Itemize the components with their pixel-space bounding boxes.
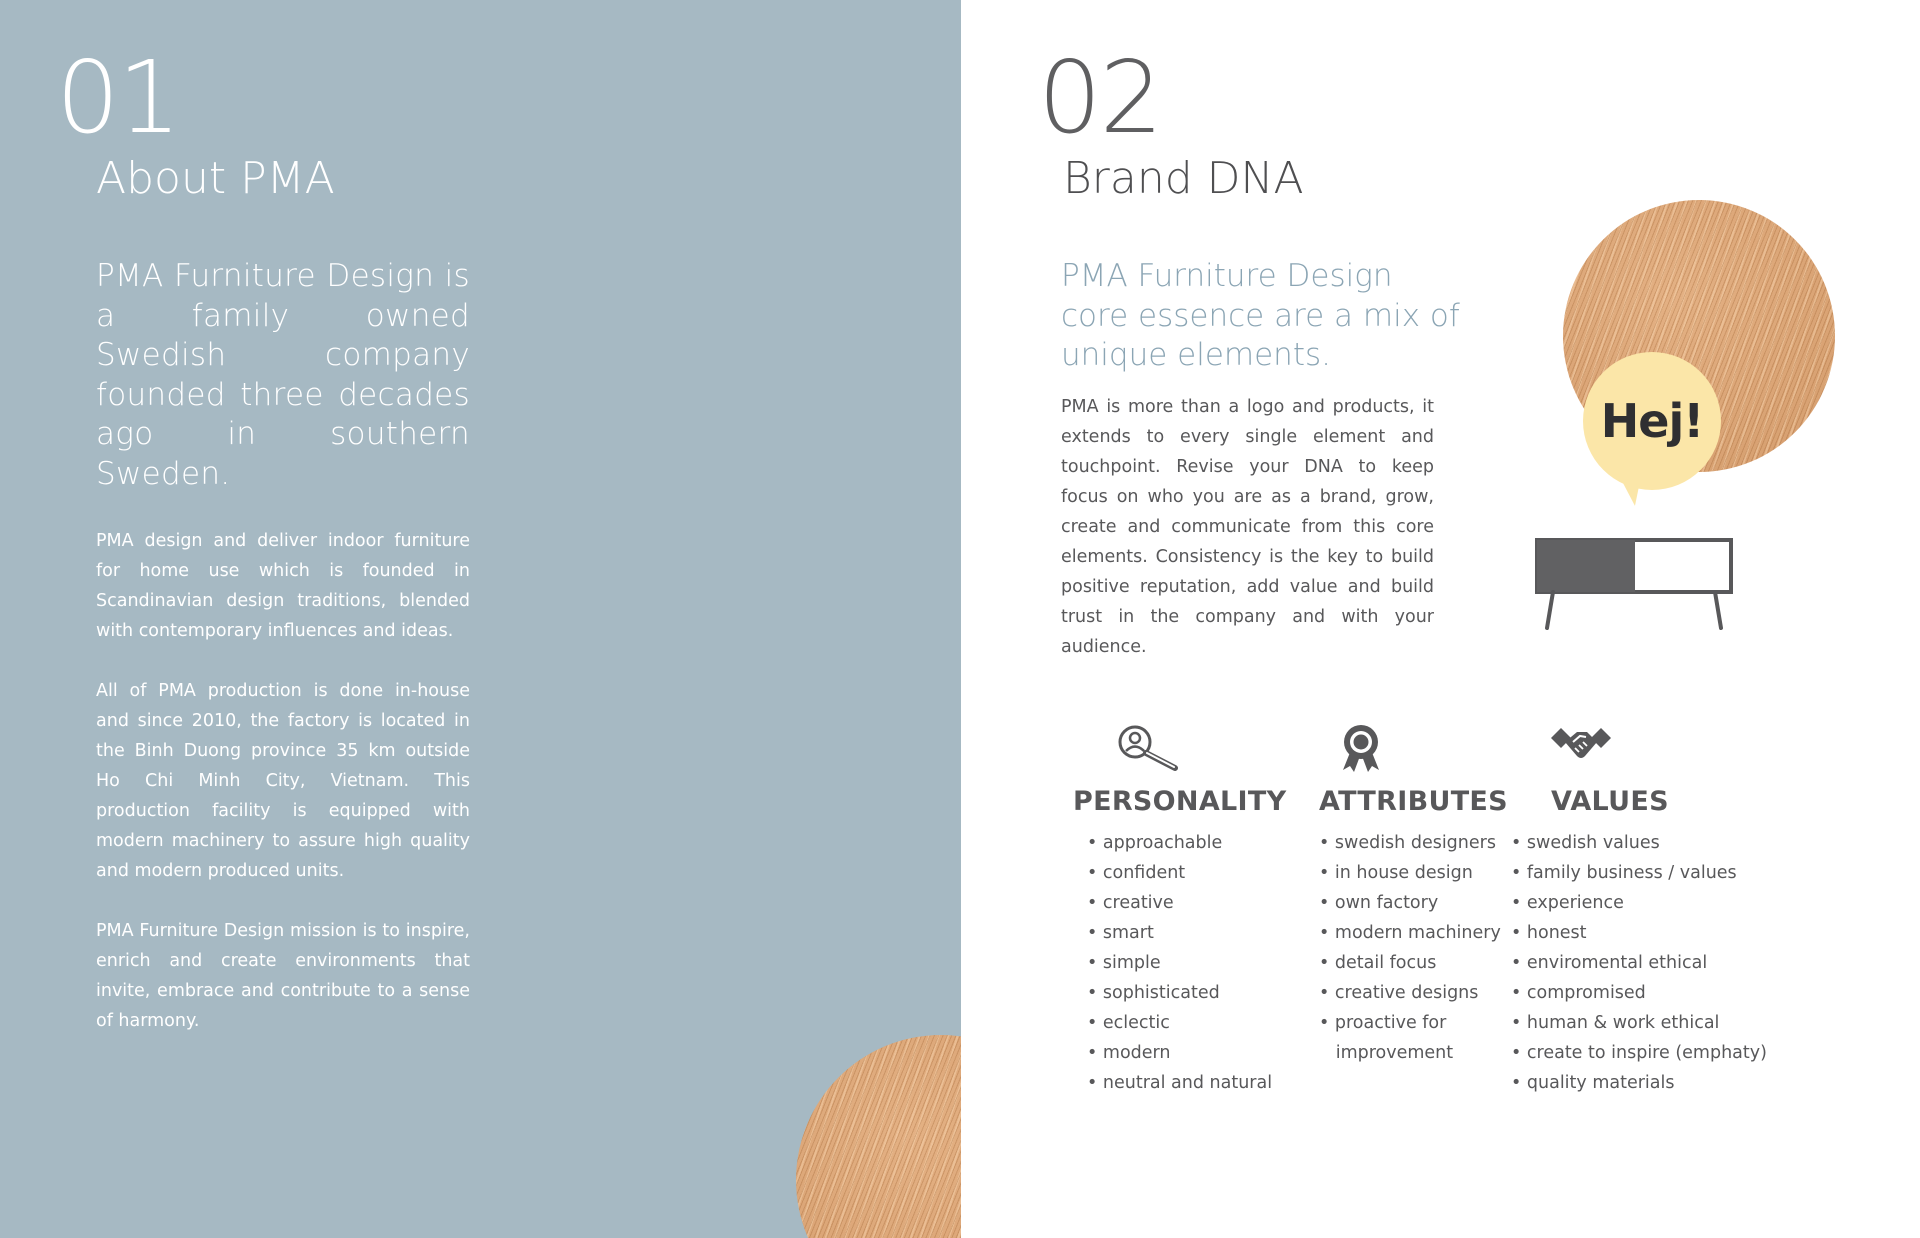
list-item: • approachable	[1087, 828, 1272, 858]
list-item: • human & work ethical	[1511, 1008, 1767, 1038]
list-item: • own factory	[1319, 888, 1501, 918]
paragraph: All of PMA production is done in-house and since 2010, the factory is located in the Binh Duong province 35 km outside Ho Chi Minh City, Vietnam. This production facility is equipped with modern machinery to assure high quality and modern produced units.	[96, 681, 470, 881]
list-item: • creative designs	[1319, 978, 1501, 1008]
handshake-icon	[1549, 720, 1613, 772]
list-item: • create to inspire (emphaty)	[1511, 1038, 1767, 1068]
section-number: 02	[1038, 39, 1162, 156]
speech-bubble-text: Hej!	[1600, 394, 1704, 448]
sideboard-icon	[1535, 536, 1735, 631]
list-item: • in house design	[1319, 858, 1501, 888]
list-item: • eclectic	[1087, 1008, 1272, 1038]
list-item: improvement	[1335, 1043, 1454, 1063]
lead-paragraph: PMA Furniture Design is a family owned Swedish company founded three decades ago in southern Sweden.	[96, 258, 470, 492]
list-item: • swedish values	[1511, 828, 1767, 858]
paragraph: PMA Furniture Design mission is to inspire, enrich and create environments that invite, embrace and contribute to a sense of harmony.	[96, 921, 470, 1031]
magnifier-person-icon	[1117, 720, 1181, 772]
list-item: • neutral and natural	[1087, 1068, 1272, 1098]
list-item: • family business / values	[1511, 858, 1767, 888]
list-item: • confident	[1087, 858, 1272, 888]
wood-circle-decoration	[796, 1035, 961, 1238]
column-heading: PERSONALITY	[1073, 786, 1287, 817]
list-item: • smart	[1087, 918, 1272, 948]
about-text-column	[96, 257, 470, 1066]
list-item: • sophisticated	[1087, 978, 1272, 1008]
list-item: • modern machinery	[1319, 918, 1501, 948]
list-item: • modern	[1087, 1038, 1272, 1068]
page-title: About PMA	[96, 153, 335, 204]
award-ribbon-icon	[1329, 720, 1393, 772]
personality-list	[1087, 828, 1272, 1098]
attributes-list	[1319, 828, 1501, 1068]
section-number: 01	[56, 39, 180, 156]
speech-bubble	[1583, 352, 1721, 490]
page-title: Brand DNA	[1063, 153, 1304, 204]
column-heading: ATTRIBUTES	[1319, 786, 1508, 817]
list-item: • swedish designers	[1319, 828, 1501, 858]
list-item: • honest	[1511, 918, 1767, 948]
list-item: • detail focus	[1319, 948, 1501, 978]
values-list	[1511, 828, 1767, 1098]
body-paragraph: PMA is more than a logo and products, it extends to every single element and touchpoint. Revise your DNA to keep focus on who you are as a brand, grow, create and communicate from this core elements. Consistency is the key to build positive reputation, add value and build trust in the company and with your audience.	[1061, 397, 1434, 657]
column-heading: VALUES	[1551, 786, 1669, 817]
list-item: • enviromental ethical	[1511, 948, 1767, 978]
brand-columns	[961, 720, 1920, 1120]
list-item: • quality materials	[1511, 1068, 1767, 1098]
list-item: • simple	[1087, 948, 1272, 978]
lead-paragraph: PMA Furniture Design core essence are a mix of unique elements.	[1061, 258, 1460, 373]
list-item: • creative	[1087, 888, 1272, 918]
paragraph: PMA design and deliver indoor furniture for home use which is founded in Scandinavian design traditions, blended with contemporary influences and ideas.	[96, 531, 470, 641]
list-item: • experience	[1511, 888, 1767, 918]
list-item: • proactive for	[1319, 1008, 1501, 1038]
list-item: • compromised	[1511, 978, 1767, 1008]
brand-dna-page	[961, 0, 1920, 1238]
